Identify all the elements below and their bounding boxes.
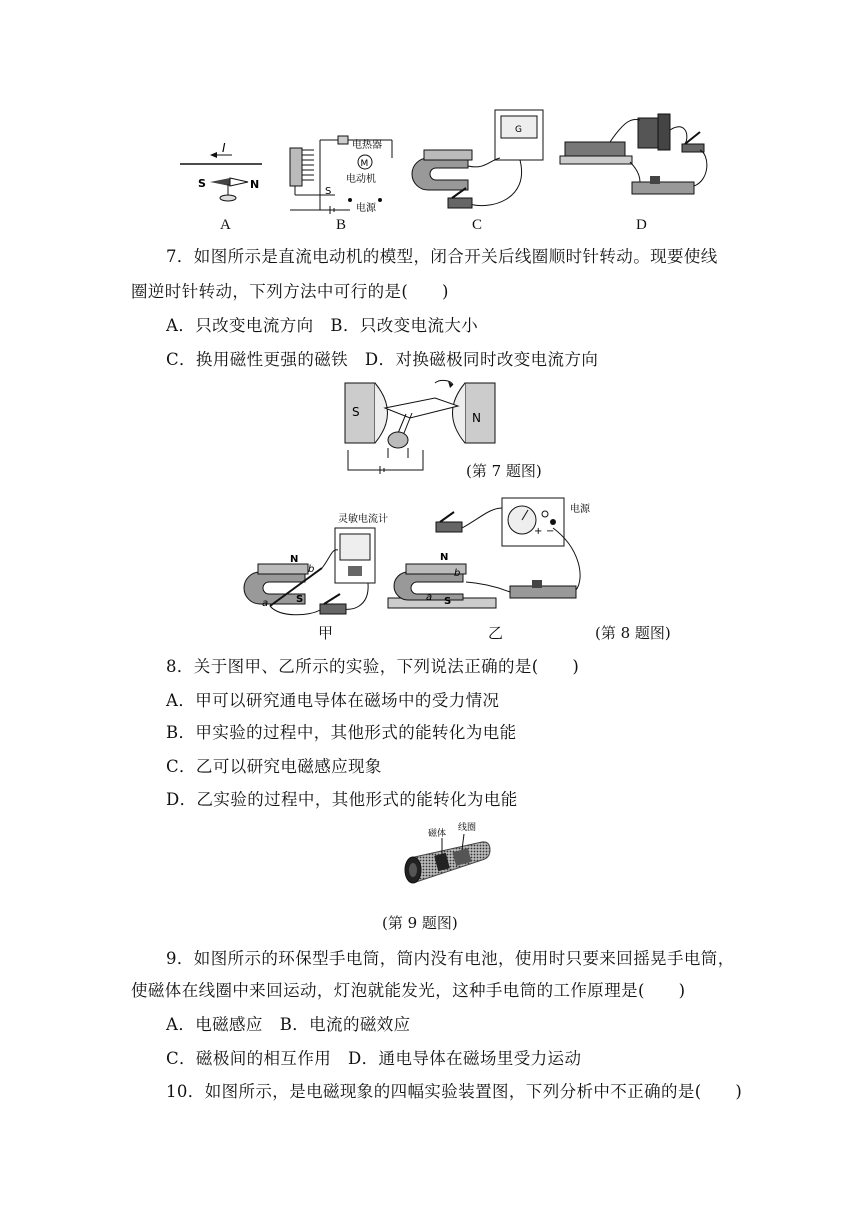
- q9-caption: (第 9 题图): [382, 914, 458, 932]
- q8-galv-label: 灵敏电流计: [338, 514, 388, 525]
- q8-power-label: 电源: [570, 504, 590, 515]
- q7-figure-drawing: [340, 378, 540, 473]
- top-figure: [170, 100, 730, 235]
- q8-figure: [240, 488, 600, 638]
- q8-option-b: B．甲实验的过程中，其他形式的能转化为电能: [166, 723, 517, 742]
- q7-s-label: S: [352, 405, 360, 419]
- q9-options-line1: A．电磁感应 B．电流的磁效应: [166, 1015, 411, 1034]
- q7-stem-line1: 7．如图所示是直流电动机的模型，闭合开关后线圈顺时针转动。现要使线: [166, 247, 718, 266]
- q8-jia-s: S: [296, 594, 304, 605]
- q8-caption: (第 8 题图): [595, 624, 671, 642]
- q8-yi-n: N: [440, 552, 449, 563]
- panel-a-n-label: N: [250, 178, 260, 191]
- q9-stem-line1: 9．如图所示的环保型手电筒，筒内没有电池，使用时只要来回摇晃手电筒，: [166, 949, 735, 968]
- q8-stem: 8．关于图甲、乙所示的实验，下列说法正确的是( ): [166, 657, 580, 676]
- q8-yi-b: b: [454, 568, 461, 579]
- panel-a-s-label: S: [198, 177, 206, 190]
- panel-d-drawing: [560, 114, 707, 194]
- panel-a-label: A: [220, 217, 231, 233]
- panel-b-heater-label: 电热器: [352, 140, 382, 151]
- q8-minus-label: −: [546, 526, 555, 537]
- q7-options-line2: C．换用磁性更强的磁铁 D．对换磁极同时改变电流方向: [166, 350, 599, 369]
- q8-yi-s: S: [444, 596, 452, 607]
- q8-option-d: D．乙实验的过程中，其他形式的能转化为电能: [166, 790, 518, 809]
- q9-options-line2: C．磁极间的相互作用 D．通电导体在磁场里受力运动: [166, 1049, 582, 1068]
- q9-figure: [398, 820, 498, 890]
- q9-magnet-label: 磁体: [428, 829, 447, 839]
- panel-c-label: C: [472, 217, 483, 233]
- panel-b-motor-m: M: [360, 159, 369, 169]
- q8-plus-label: +: [534, 526, 543, 537]
- q8-figure-drawing: [240, 488, 600, 638]
- q9-coil-label: 线圈: [458, 823, 477, 833]
- q7-options-line1: A．只改变电流方向 B．只改变电流大小: [166, 316, 479, 335]
- q8-jia-a: a: [262, 598, 269, 609]
- q8-yi-drawing: [388, 498, 591, 608]
- panel-b-drawing: [290, 136, 392, 214]
- q9-stem-line2: 使磁体在线圈中来回运动，灯泡就能发光，这种手电筒的工作原理是( ): [131, 981, 686, 1000]
- q10-stem: 10．如图所示，是电磁现象的四幅实验装置图，下列分析中不正确的是( ): [166, 1082, 743, 1101]
- panel-d-label: D: [636, 217, 647, 233]
- q9-flashlight-drawing: [398, 820, 498, 890]
- q8-yi-a: a: [426, 592, 433, 603]
- panel-b-power-label: 电源: [356, 203, 376, 214]
- panel-c-drawing: [412, 110, 543, 208]
- q7-n-label: N: [472, 411, 481, 425]
- q8-jia-b: b: [308, 564, 315, 575]
- panel-c-galv-g: G: [515, 125, 522, 135]
- q8-option-a: A．甲可以研究通电导体在磁场中的受力情况: [166, 691, 500, 710]
- panel-b-label: B: [336, 217, 347, 233]
- top-figure-drawing: [170, 100, 730, 235]
- q8-option-c: C．乙可以研究电磁感应现象: [166, 757, 382, 776]
- panel-b-s-label: S: [325, 186, 332, 197]
- panel-a-drawing: [180, 141, 262, 201]
- q7-caption: (第 7 题图): [466, 462, 542, 480]
- q7-figure: [340, 378, 540, 473]
- panel-b-motor-label: 电动机: [346, 174, 376, 185]
- q8-jia-drawing: [244, 512, 388, 615]
- q8-sub-jia: 甲: [318, 624, 334, 642]
- q8-sub-yi: 乙: [488, 624, 504, 642]
- q8-jia-n: N: [290, 554, 299, 565]
- panel-a-current-label: I: [222, 141, 226, 155]
- q7-stem-line2: 圈逆时针转动，下列方法中可行的是( ): [131, 282, 449, 301]
